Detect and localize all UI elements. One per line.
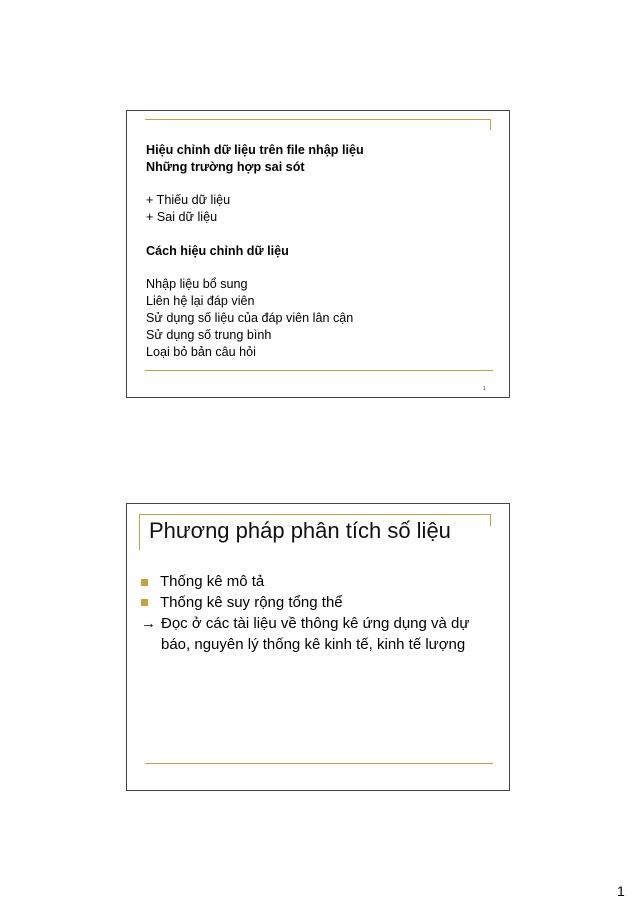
- method-item: Sử dụng số liệu của đáp viên lân cận: [146, 310, 354, 325]
- slide-1-subheading: Những trường hợp sai sót: [146, 159, 305, 174]
- list-item: Thống kê suy rộng tổng thể: [141, 593, 481, 614]
- square-bullet-icon: [141, 579, 148, 586]
- method-heading: Cách hiệu chỉnh dữ liệu: [146, 243, 289, 258]
- slide-2: [126, 503, 510, 791]
- slide-1-content: [146, 142, 364, 360]
- slide-number: 1: [483, 386, 486, 392]
- method-item: Liên hệ lại đáp viên: [146, 294, 255, 309]
- arrow-item-text: Đọc ở các tài liệu về thông kê ứng dụng và dự báo, nguyên lý thống kê kinh tế, kinh tế lượng: [161, 615, 470, 653]
- top-gold-rule: [139, 514, 491, 515]
- slide-2-title: Phương pháp phân tích số liệu: [149, 518, 451, 543]
- error-item: + Sai dữ liệu: [146, 210, 218, 225]
- top-gold-rule: [145, 119, 491, 120]
- method-item: Nhập liệu bổ sung: [146, 277, 248, 292]
- bottom-gold-rule: [145, 763, 493, 764]
- left-gold-tick: [139, 514, 140, 550]
- right-arrow-icon: →: [141, 615, 156, 632]
- right-gold-tick: [490, 514, 491, 526]
- top-gold-tick: [490, 119, 491, 130]
- page-number: 1: [617, 883, 625, 899]
- bottom-gold-rule: [145, 370, 493, 371]
- method-item: Loại bỏ bản câu hỏi: [146, 344, 256, 359]
- slide-1-heading: Hiệu chỉnh dữ liệu trên file nhập liệu: [146, 143, 364, 157]
- slide-2-list: [141, 572, 481, 655]
- method-item: Sử dụng số trung bình: [146, 327, 272, 342]
- list-item: Thống kê mô tả: [141, 572, 481, 593]
- arrow-item: [141, 614, 481, 655]
- square-bullet-icon: [141, 599, 148, 606]
- slide-1: [126, 110, 510, 398]
- error-item: + Thiếu dữ liệu: [146, 193, 231, 208]
